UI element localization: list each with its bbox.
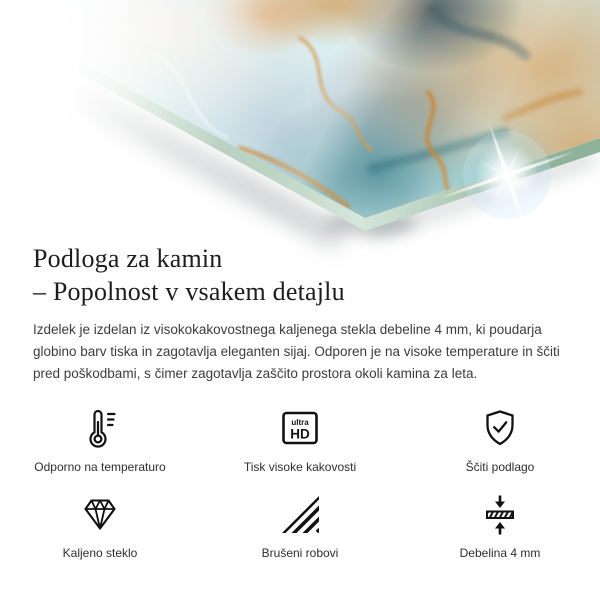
title-line-1: Podloga za kamin <box>33 244 223 273</box>
feature-temperature-resistant <box>0 405 200 474</box>
hd-text: HD <box>290 426 310 442</box>
feature-print-quality <box>200 405 400 474</box>
feature-label: Kaljeno steklo <box>62 546 138 560</box>
feature-label: Tisk visoke kakovosti <box>243 460 357 474</box>
light-glint-icon <box>427 115 587 235</box>
features-grid <box>0 405 600 560</box>
product-photo <box>0 0 600 240</box>
thermometer-icon <box>78 405 122 451</box>
feature-tempered-glass <box>0 491 200 560</box>
product-copy <box>0 240 600 385</box>
feature-label: Ščiti podlago <box>465 460 535 474</box>
brushed-edges-icon <box>278 491 322 537</box>
page-title <box>33 242 567 308</box>
feature-label: Brušeni robovi <box>261 546 339 560</box>
feature-label: Debelina 4 mm <box>459 546 541 560</box>
feature-thickness <box>400 491 600 560</box>
ultra-text: ultra <box>291 418 309 427</box>
feature-protects-surface <box>400 405 600 474</box>
thickness-icon <box>478 491 522 537</box>
diamond-icon <box>78 491 122 537</box>
product-description-text: Izdelek je izdelan iz visokokakovostnega kaljenega stekla debeline 4 mm, ki poudarja globino barv tiska in zagotavlja eleganten sijaj. Odporen je na visoke temperature in ščiti pred poškodbami, s čimer zagotavlja zaščito prostora okoli kamina za leta. <box>33 322 560 381</box>
feature-label: Odporno na temperaturo <box>34 460 166 474</box>
title-line-2: – Popolnost v vsakem detajlu <box>33 277 345 306</box>
feature-polished-edges <box>200 491 400 560</box>
shield-check-icon <box>478 405 522 451</box>
ultra-hd-icon <box>278 405 322 451</box>
